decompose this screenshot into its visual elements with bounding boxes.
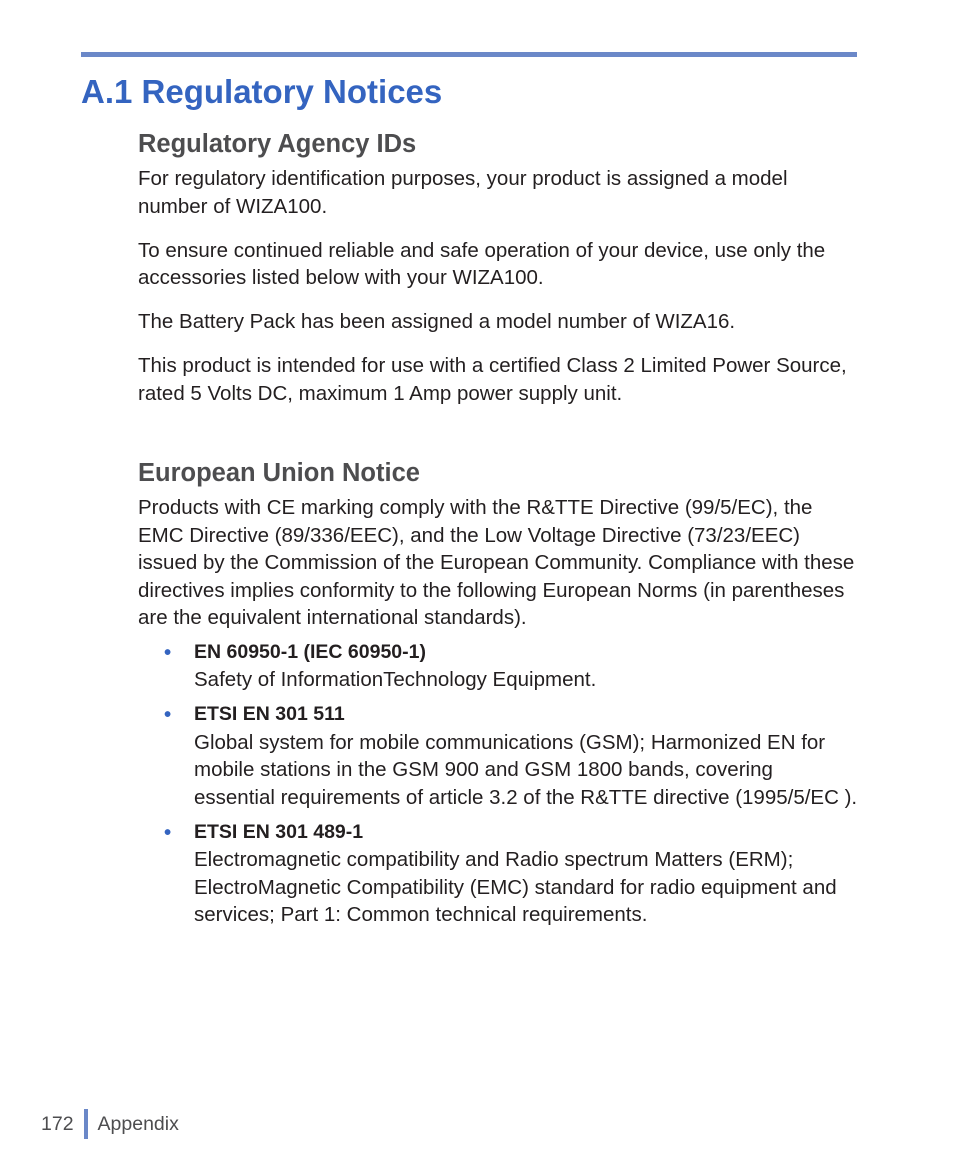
- section-european-union-notice: [138, 455, 858, 929]
- section-heading: Regulatory Agency IDs: [138, 130, 417, 158]
- page-footer: [41, 1108, 179, 1140]
- standard-description: Electromagnetic compatibility and Radio spectrum Matters (ERM); ElectroMagnetic Compatibility (EMC) standard for radio equipment and services; Part 1: Common technical requirements.: [194, 848, 837, 926]
- list-item: [138, 701, 858, 811]
- standard-title: ETSI EN 301 489-1: [194, 820, 364, 843]
- chapter-title: A.1 Regulatory Notices: [81, 73, 443, 110]
- paragraph: This product is intended for use with a certified Class 2 Limited Power Source, rated 5 Volts DC, maximum 1 Amp power supply unit.: [138, 354, 847, 405]
- bullet-icon: •: [164, 820, 172, 844]
- footer-divider: [84, 1109, 88, 1139]
- page-number: 172: [41, 1112, 74, 1135]
- standard-description: Safety of InformationTechnology Equipment.: [194, 668, 597, 691]
- list-item: [138, 819, 858, 929]
- standard-title: ETSI EN 301 511: [194, 703, 345, 725]
- header-rule: [81, 52, 857, 57]
- section-regulatory-agency-ids: [138, 126, 858, 407]
- main-content: [138, 126, 858, 936]
- paragraph: The Battery Pack has been assigned a model number of WIZA16.: [138, 310, 736, 333]
- bullet-icon: •: [164, 640, 172, 664]
- bullet-icon: •: [164, 703, 172, 726]
- section-heading: European Union Notice: [138, 459, 420, 487]
- footer-section-label: Appendix: [97, 1112, 179, 1135]
- standard-description: Global system for mobile communications (GSM); Harmonized EN for mobile stations in the GSM 900 and GSM 1800 bands, covering essential requirements of article 3.2 of the R&TTE directive (1995/5/EC ).: [194, 730, 858, 809]
- paragraph: To ensure continued reliable and safe operation of your device, use only the accessories listed below with your WIZA100.: [138, 238, 826, 289]
- paragraph: For regulatory identification purposes, your product is assigned a model number of WIZA100.: [138, 167, 788, 218]
- standards-list: [138, 639, 858, 929]
- standard-title: EN 60950-1 (IEC 60950-1): [194, 640, 426, 663]
- paragraph: Products with CE marking comply with the R&TTE Directive (99/5/EC), the EMC Directive (89/336/EEC), and the Low Voltage Directive (73/23/EEC) issued by the Commission of the European Community. Compliance with these directives implies conformity to the following European Norms (in parentheses are the equivalent international standards).: [138, 496, 855, 629]
- list-item: [138, 639, 858, 694]
